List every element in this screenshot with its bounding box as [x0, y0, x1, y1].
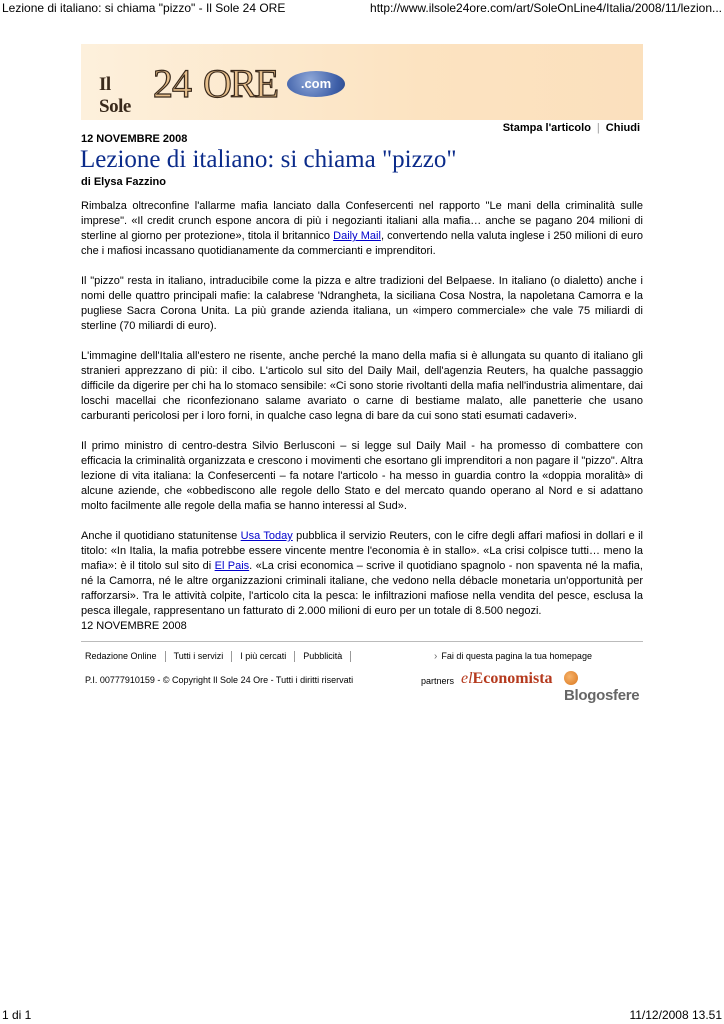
set-homepage-label: Fai di questa pagina la tua homepage: [441, 651, 592, 661]
footer-separator: [294, 651, 295, 662]
el-pais-link[interactable]: El Pais: [214, 560, 250, 572]
article-paragraph: [81, 529, 643, 619]
print-footer: [0, 1006, 724, 1024]
paragraph-text: Anche il quotidiano statunitense: [81, 530, 241, 542]
print-page-url: http://www.ilsole24ore.com/art/SoleOnLine4/Italia/2008/11/lezion...: [370, 1, 722, 15]
partners-label: partners: [421, 676, 455, 686]
footer-divider: [81, 641, 643, 642]
article-paragraph: Il primo ministro di centro-destra Silvio Berlusconi – si legge sul Daily Mail - ha promesso di combattere con efficacia la criminalità organizzata e crescono i movimenti che esortano gli imprenditori a non pagare il "pizzo". Altra lezione di vita italiana: la Confesercenti – fa notare l'articolo - ha messo in guardia contro la «doppia moralità» di alcune aziende, che «obbediscono alle regole dello Stato e del mercato quando operano al Nord e si adattano molto facilmente alle regole della mafia se hanno interessi al Sud».: [81, 440, 643, 512]
print-page-count: 1 di 1: [2, 1008, 32, 1022]
paragraph-text: Rimbalza oltreconfine l'allarme mafia lanciato dalla Confesercenti nel rapporto "Le mani della criminalità sulle imprese". «Il credit crunch espone ancora di più i negozianti italiani alla mafia… anche se pagano 204 milioni di sterline al giorno per protezione», titola il britannico: [81, 200, 643, 242]
footer-nav: [85, 651, 359, 662]
article-author: di Elysa Fazzino: [81, 176, 166, 188]
footer-separator: [165, 651, 166, 662]
article-paragraph: Il "pizzo" resta in italiano, intraducibile come la pizza e altre tradizioni del Belpaese. In italiano (o dialetto) anche i nomi delle quattro principali mafie: la calabrese 'Ndrangheta, la siciliana Cosa Nostra, la napoletana Camorra e la pugliese Sacra Corona Unita. La più grande azienda italiana, un «impero commerciale» che vale 75 miliardi di sterline (70 miliardi di euro).: [81, 275, 643, 332]
economista-el: el: [461, 670, 473, 687]
footer-link-cercati[interactable]: I più cercati: [240, 651, 287, 661]
close-link[interactable]: Chiudi: [605, 122, 640, 134]
footer-link-servizi[interactable]: Tutti i servizi: [173, 651, 224, 661]
footer-separator: [350, 651, 351, 662]
footer-link-redazione[interactable]: Redazione Online: [85, 651, 157, 661]
logo-ore: ORE: [203, 61, 277, 106]
article-title: Lezione di italiano: si chiama "pizzo": [80, 146, 457, 173]
daily-mail-link[interactable]: Daily Mail: [333, 230, 381, 242]
logo-dotcom-badge: .com: [287, 71, 345, 97]
site-banner: [81, 44, 643, 120]
logo-il-sole: Il Sole: [99, 74, 131, 117]
blogosfere-label: Blogosfere: [564, 687, 640, 704]
chevron-right-icon: ›: [434, 651, 438, 662]
partners: [421, 670, 643, 704]
footer-separator: [231, 651, 232, 662]
el-economista-logo[interactable]: [461, 670, 553, 688]
paragraph-text: , convertendo nella valuta inglese i 250 milioni di euro che i mafiosi incassano quotidianamente da commercianti e imprenditori.: [81, 230, 643, 257]
copyright-notice: P.I. 00777910159 - © Copyright Il Sole 24 Ore - Tutti i diritti riservati: [85, 675, 354, 685]
blogosfere-logo[interactable]: [564, 670, 643, 704]
article-date-bottom: 12 NOVEMBRE 2008: [81, 620, 187, 632]
article-paragraph: L'immagine dell'Italia all'estero ne risente, anche perché la mano della mafia si è allungata su quanto di italiano gli stranieri apprezzano di più: il cibo. L'articolo sul sito del Daily Mail, dell'agenzia Reuters, ha qualche passaggio difficile da digerire per chi ha lo stomaco sensibile: «Ci sono storie rivoltanti della mafia nell'industria alimentare, dai loschi macellai che riconfezionano salame avariato o carne di bestiame malato, alle panetterie che usano carburanti pericolosi per i loro forni, in qualche caso legna di bare da cui sono stati esumati cadaveri».: [81, 350, 643, 422]
print-header: [0, 0, 724, 18]
paragraph-text: . «La crisi economica – scrive il quotidiano spagnolo - non spaventa né la mafia, né la Camorra, né le altre organizzazioni criminali italiane, che vedono nella débacle monetaria un'opportunità per rafforzarsi». Tra le attività colpite, l'articolo cita la pesca: le infiltrazioni mafiose nella vendita del pesce, esclusa la pesca illegale, rappresentano un fatturato di 2.000 milioni di euro per un totale di 8.500 negozi.: [81, 560, 643, 617]
paragraph-text: pubblica il servizio Reuters, con le cifre degli affari mafiosi in dollari e il titolo: «In Italia, la mafia potrebbe essere vincente mentre l'economia è in stallo». «La crisi colpisce tutti… meno la mafia»: è il titolo sul sito di: [81, 530, 643, 572]
economista-rest: Economista: [472, 670, 553, 687]
article-body: [81, 199, 643, 634]
article-date: 12 NOVEMBRE 2008: [81, 133, 188, 145]
set-homepage-link[interactable]: [434, 651, 592, 662]
print-datetime: 11/12/2008 13.51: [629, 1008, 722, 1022]
usa-today-link[interactable]: Usa Today: [240, 530, 293, 542]
blogosfere-icon: [564, 671, 578, 685]
footer-link-pubblicita[interactable]: Pubblicità: [303, 651, 343, 661]
article-paragraph: [81, 199, 643, 259]
print-page-title: Lezione di italiano: si chiama "pizzo" - Il Sole 24 ORE: [2, 1, 286, 15]
article-tools: [503, 122, 640, 134]
tools-separator: |: [596, 122, 600, 134]
print-article-link[interactable]: Stampa l'articolo: [502, 122, 591, 134]
logo-24: 24: [153, 61, 191, 106]
